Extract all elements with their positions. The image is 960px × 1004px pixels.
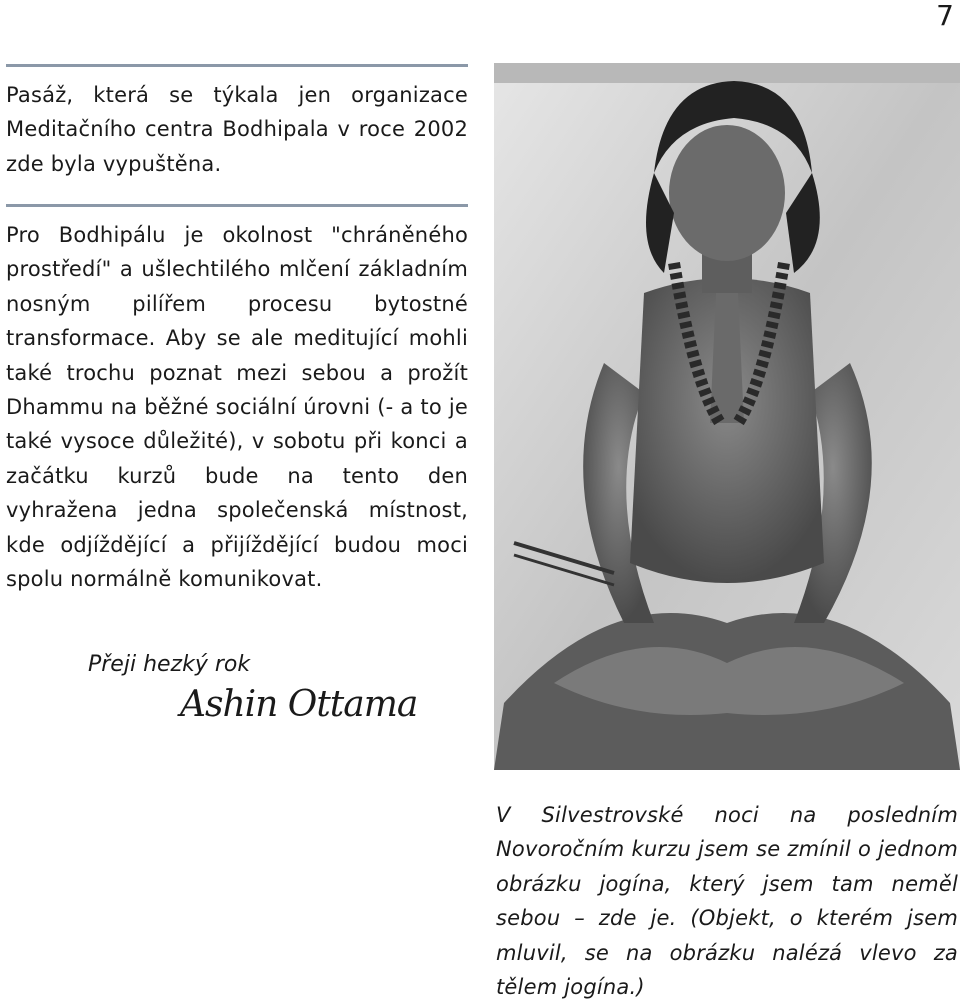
omission-note: Pasáž, která se týkala jen organizace Meditačního centra Bodhipala v roce 2002 zde byla vypuštěna.: [6, 83, 468, 176]
body-paragraph: Pro Bodhipálu je okolnost "chráněného prostředí" a ušlechtilého mlčení základním nosným pilířem procesu bytostné transformace. Aby se ale meditující mohli také trochu poznat mezi sebou a prožít Dhammu na běžné sociální úrovni (- a to je také vysoce důležité), v sobotu při konci a začátku kurzů bude na tento den vyhražena jedna společenská místnost, kde odjíždějící a přijíždějící budou moci spolu normálně komunikovat.: [6, 223, 468, 592]
greeting: Přeji hezký rok: [88, 652, 251, 677]
photo-caption: V Silvestrovské noci na posledním Novoročním kurzu jsem se zmínil o jednom obrázku jogína, který jsem tam neměl sebou – zde je. (Objekt, o kterém jsem mluvil, se na obrázku nalézá vlevo za tělem jogína.): [496, 803, 958, 1000]
divider: [6, 64, 468, 67]
divider: [6, 204, 468, 207]
page-number: 7: [936, 0, 954, 32]
yogi-photo: [494, 63, 960, 770]
signature: Ashin Ottama: [180, 684, 418, 725]
